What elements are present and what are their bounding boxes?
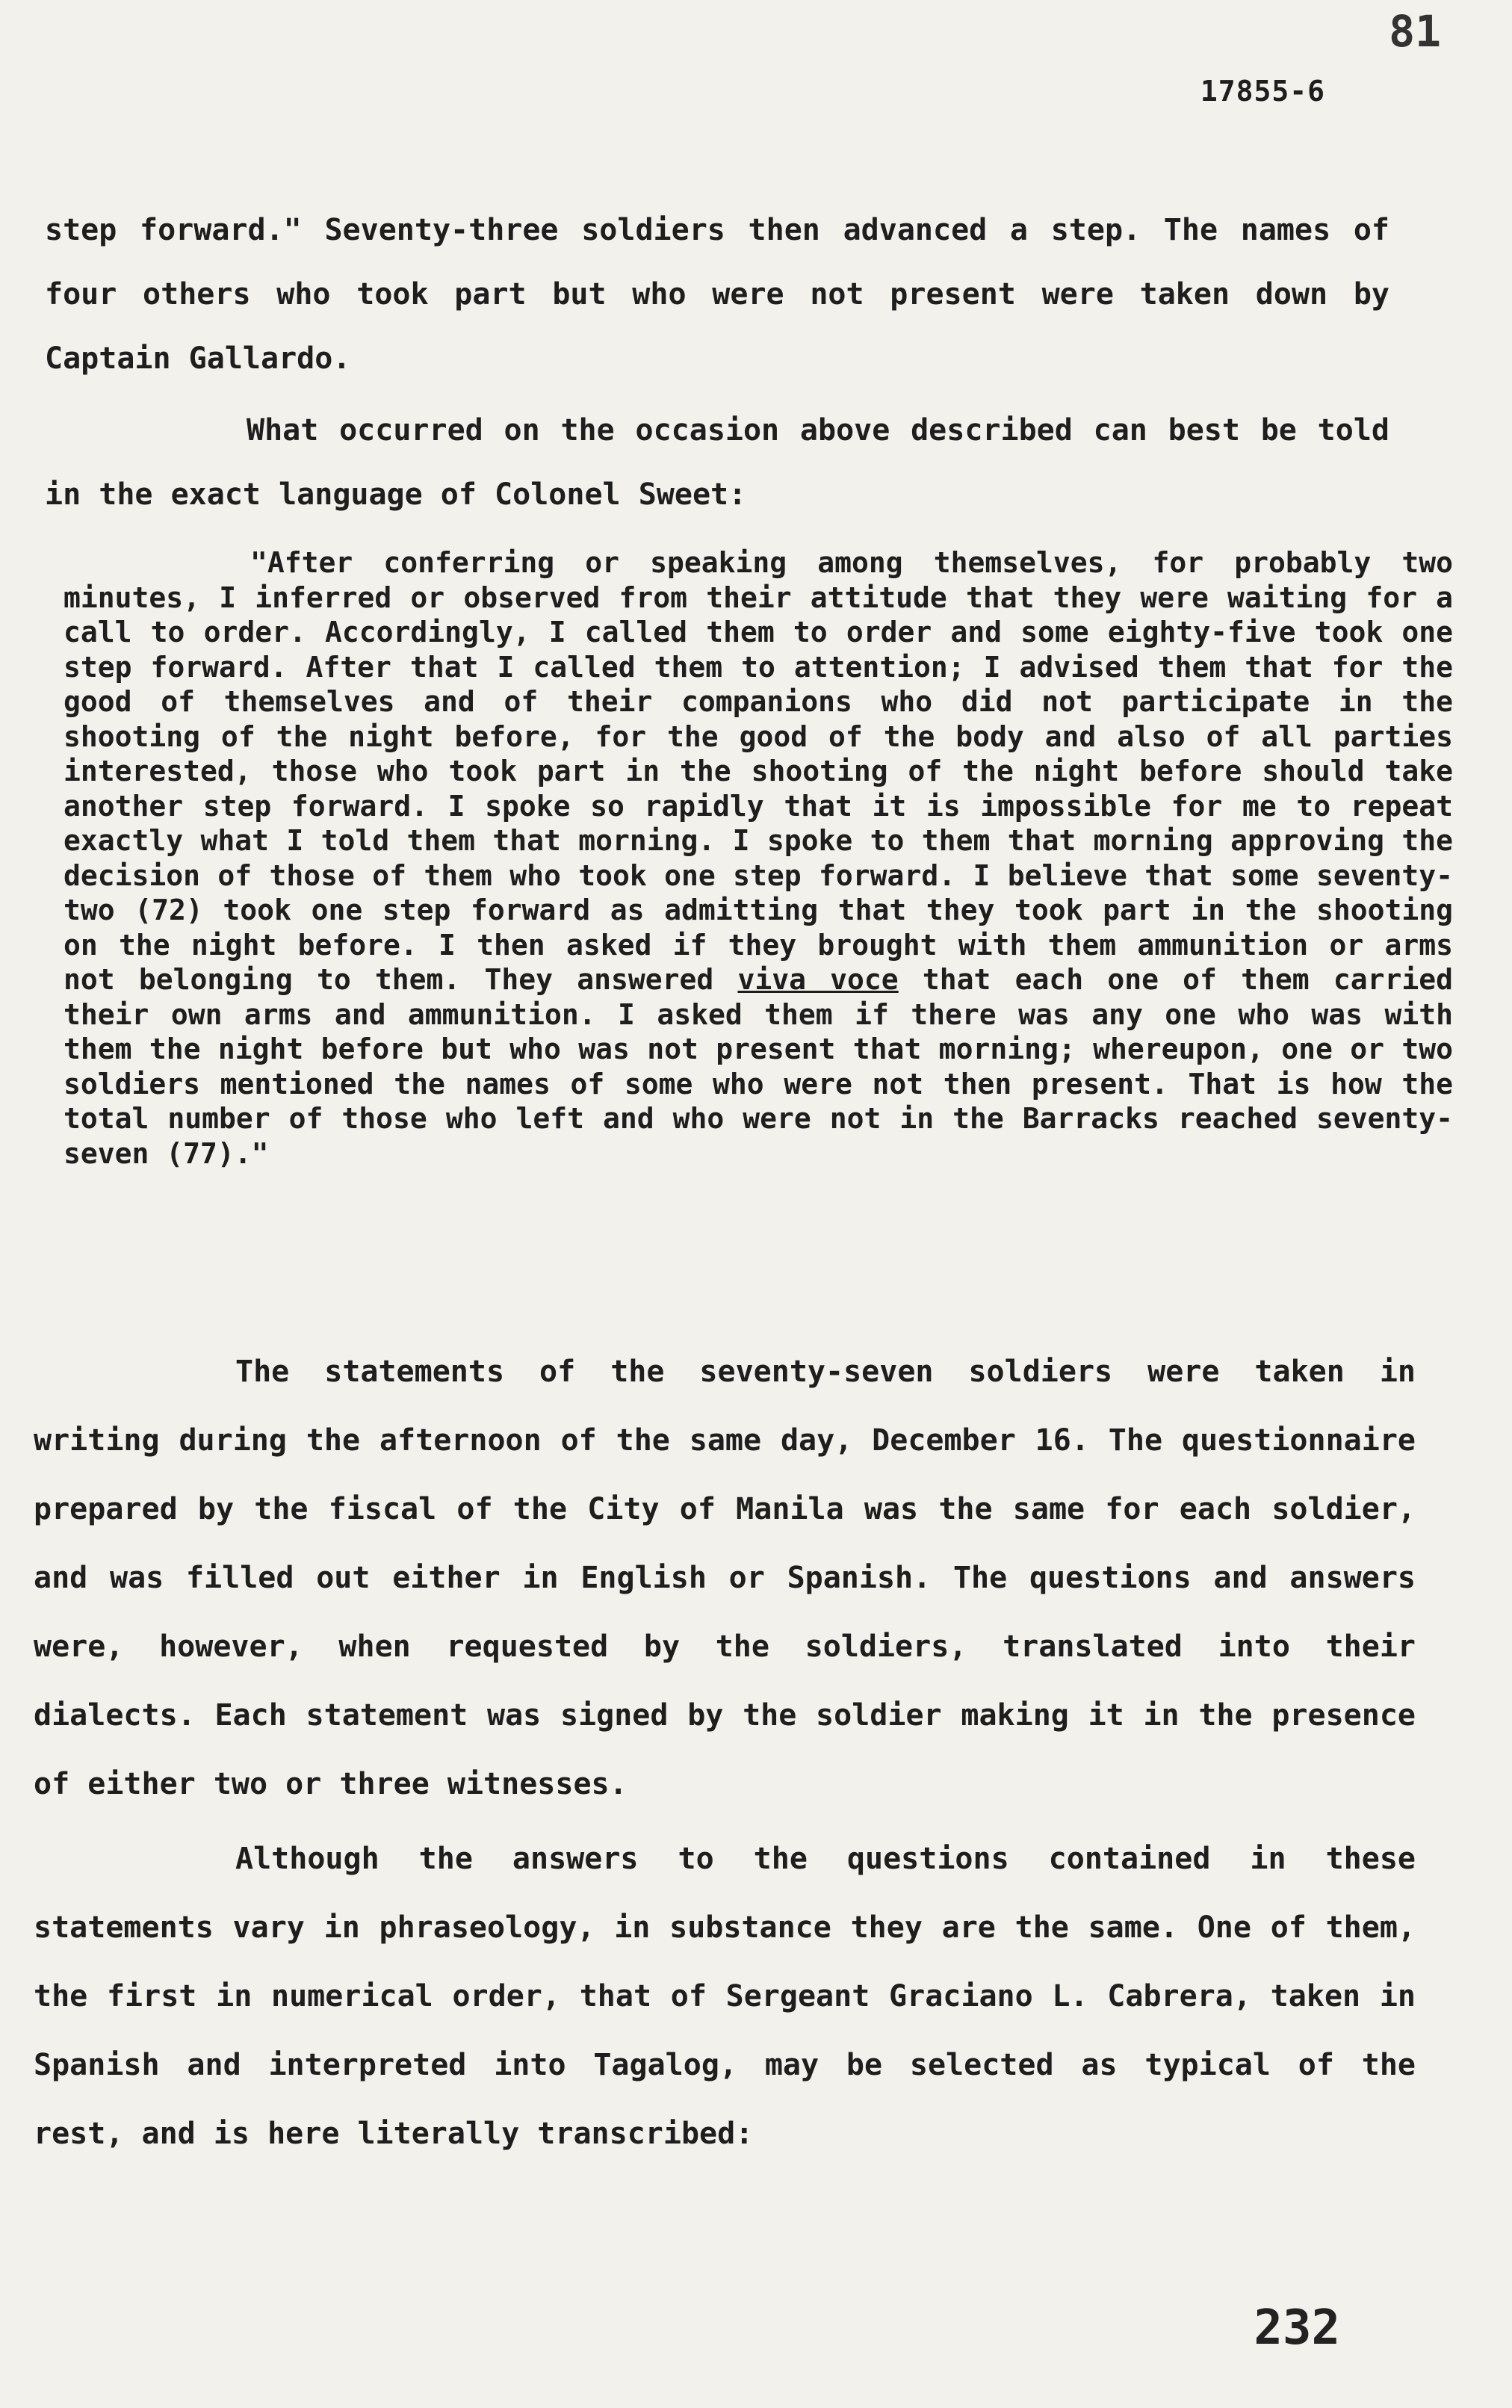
paragraph-answers: Although the answers to the questions contained in these statements vary in phraseology, in substance they are the same. One of them, the first in numerical order, that of Sergeant Graciano L. Cabrera, taken in Spanish and interpreted into Tagalog, may be selected as typical of the rest, and is here literally transcribed: [34,1842,1416,2151]
page-number: 232 [1254,2300,1340,2356]
paragraph-continuation: step forward." Seventy-three soldiers then advanced a step. The names of four others who took part but who were not present were taken down by Captain Gallardo. [45,213,1389,376]
quote-emphasis: viva voce [737,963,899,996]
document-number: 17855-6 [1200,75,1325,108]
block-quote [63,545,1453,1171]
quote-text-before: "After conferring or speaking among themselves, for probably two minutes, I inferred or observed from their attitude that they were waiting for a call to order. Accordingly, I called them to order and some eighty-five took one step forward. After that I called them to attention; I advised them that for the good of themselves and of their companions who did not participate in the shooting of the night before, for the good of the body and also of all parties interested, those who took part in the shooting of the night before should take another step forward. I spoke so rapidly that it is impossible for me to repeat exactly what I told them that morning. I spoke to them that morning approving the decision of those of them who took one step forward. I believe that some seventy-two (72) took one step forward as admitting that they took part in the shooting on the night before. I then asked if they brought with them ammunition or arms not belonging to them. They answered [63,546,1453,996]
paragraph-intro-quote: What occurred on the occasion above described can best be told in the exact language of Colonel Sweet: [45,413,1389,512]
closing-paragraphs [34,1337,1416,2168]
opening-paragraphs [45,198,1389,534]
corner-mark: 81 [1389,6,1441,57]
quote-text-after: that each one of them carried their own arms and ammunition. I asked them if there was any one who was with them the night before but who was not present that morning; whereupon, one or two soldiers mentioned the names of some who were not then present. That is how the total number of those who left and who were not in the Barracks reached seventy-seven (77)." [63,963,1453,1170]
paragraph-statements: The statements of the seventy-seven soldiers were taken in writing during the afternoon of the same day, December 16. The questionnaire prepared by the fiscal of the City of Manila was the same for each soldier, and was filled out either in English or Spanish. The questions and answers were, however, when requested by the soldiers, translated into their dialects. Each statement was signed by the soldier making it in the presence of either two or three witnesses. [34,1355,1416,1801]
